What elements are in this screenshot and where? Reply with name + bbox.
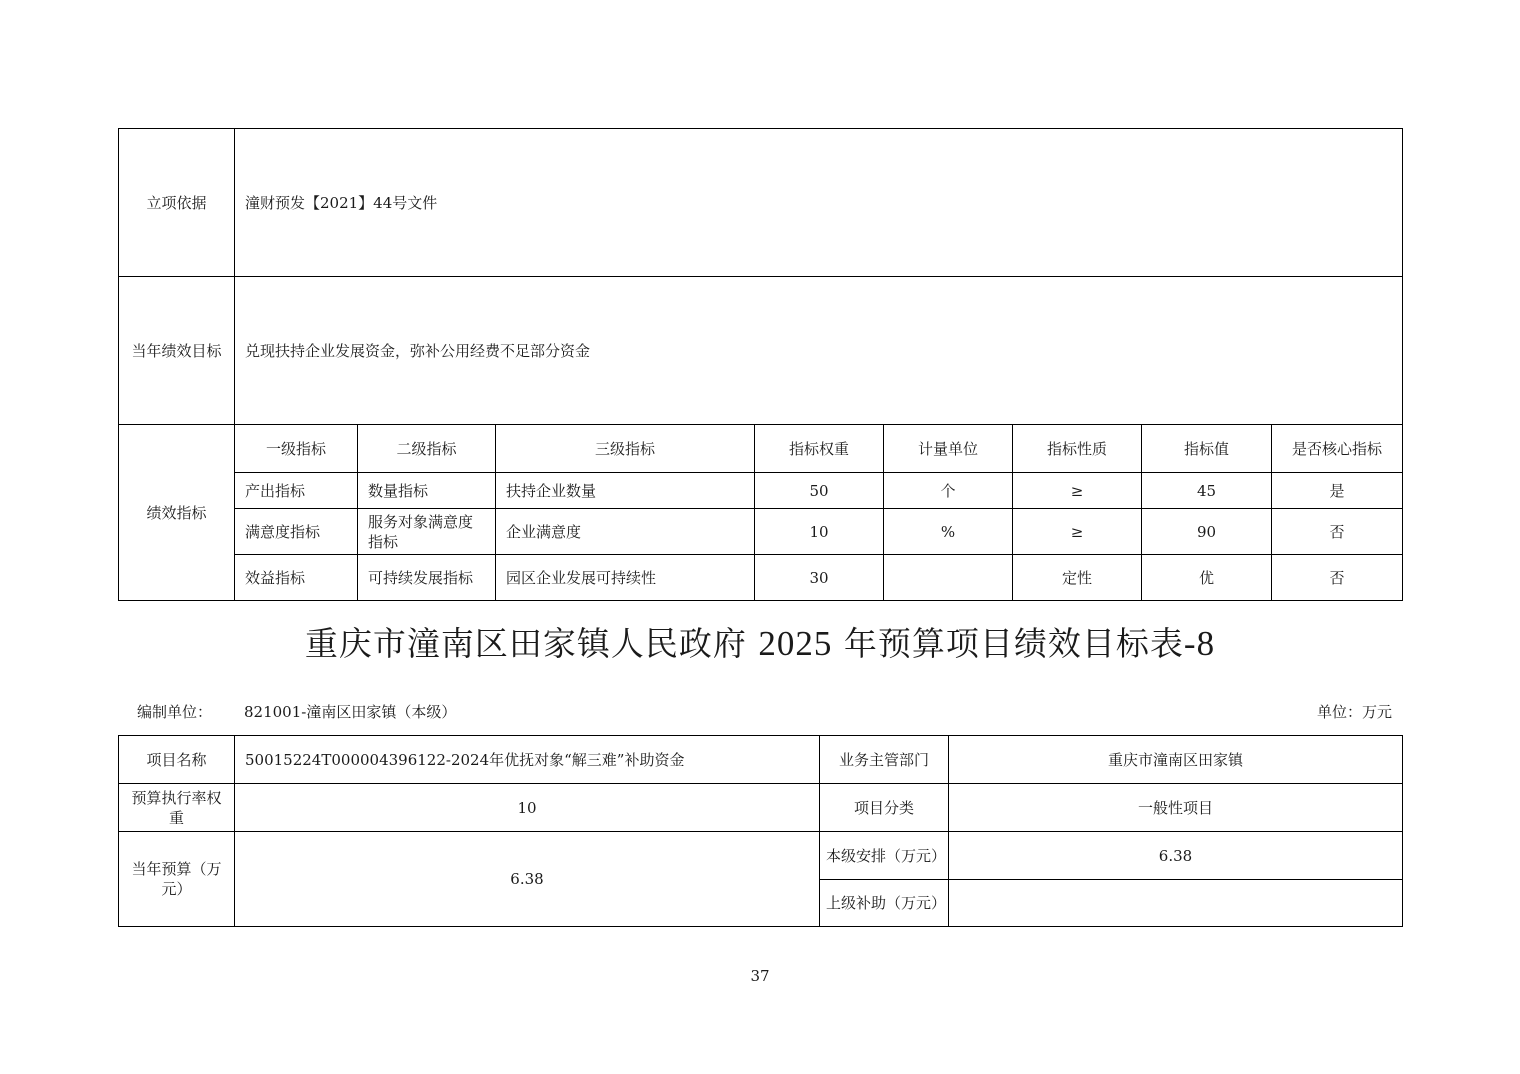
project-name-label: 项目名称: [119, 736, 235, 784]
table-cell: ≥: [1013, 473, 1142, 509]
table-cell: %: [884, 509, 1013, 555]
budget-label: 当年预算（万元）: [119, 832, 235, 927]
table-cell: 个: [884, 473, 1013, 509]
org-value: 821001-潼南区田家镇（本级）: [244, 703, 457, 721]
table-cell: [884, 555, 1013, 601]
table-cell: 否: [1272, 555, 1403, 601]
goal-label: 当年绩效目标: [119, 277, 235, 425]
table-cell: 产出指标: [235, 473, 358, 509]
title-prefix: 重庆市潼南区田家镇人民政府: [304, 624, 747, 663]
table-cell: 30: [755, 555, 884, 601]
table-cell: 90: [1142, 509, 1272, 555]
table-cell: 45: [1142, 473, 1272, 509]
header-cell: 指标权重: [755, 425, 884, 473]
table-cell: ≥: [1013, 509, 1142, 555]
category-value: 一般性项目: [949, 784, 1403, 832]
performance-indicator-table: [118, 128, 1403, 601]
title-suffix: -8: [1183, 624, 1216, 663]
table-cell: 可持续发展指标: [358, 555, 496, 601]
dept-label: 业务主管部门: [820, 736, 949, 784]
title-middle: 年预算项目绩效目标表: [843, 624, 1184, 663]
table-cell: 数量指标: [358, 473, 496, 509]
table-cell: 优: [1142, 555, 1272, 601]
basis-label: 立项依据: [119, 129, 235, 277]
superior-label: 上级补助（万元）: [820, 880, 949, 927]
local-value: 6.38: [949, 832, 1403, 880]
table-row: [119, 555, 1403, 601]
table-cell: 50: [755, 473, 884, 509]
unit-label: 单位：万元: [1316, 703, 1392, 721]
header-cell: 三级指标: [496, 425, 755, 473]
table-cell: 定性: [1013, 555, 1142, 601]
header-cell: 计量单位: [884, 425, 1013, 473]
project-info-table: [118, 735, 1403, 927]
project-name-value: 50015224T000004396122-2024年优抚对象“解三难”补助资金: [235, 736, 820, 784]
table-row: [119, 509, 1403, 555]
table-cell: 扶持企业数量: [496, 473, 755, 509]
table-cell: 效益指标: [235, 555, 358, 601]
page-number: 37: [750, 967, 770, 985]
indicator-header-row: [119, 425, 1403, 473]
header-cell: 一级指标: [235, 425, 358, 473]
dept-value: 重庆市潼南区田家镇: [949, 736, 1403, 784]
budget-value: 6.38: [235, 832, 820, 927]
basis-value: 潼财预发【2021】44号文件: [235, 129, 1403, 277]
table-cell: 服务对象满意度指标: [358, 509, 496, 555]
header-cell: 指标性质: [1013, 425, 1142, 473]
local-label: 本级安排（万元）: [820, 832, 949, 880]
org-label: 编制单位：: [137, 703, 213, 721]
goal-value: 兑现扶持企业发展资金，弥补公用经费不足部分资金: [235, 277, 1403, 425]
header-cell: 二级指标: [358, 425, 496, 473]
table-cell: 10: [755, 509, 884, 555]
table-cell: 满意度指标: [235, 509, 358, 555]
table-cell: 企业满意度: [496, 509, 755, 555]
superior-value: [949, 880, 1403, 927]
header-cell: 指标值: [1142, 425, 1272, 473]
title-year: 2025: [758, 624, 833, 663]
header-cell: 是否核心指标: [1272, 425, 1403, 473]
table-cell: 是: [1272, 473, 1403, 509]
table-cell: 否: [1272, 509, 1403, 555]
exec-weight-label: 预算执行率权重: [119, 784, 235, 832]
indicator-label: 绩效指标: [119, 425, 235, 601]
table-cell: 园区企业发展可持续性: [496, 555, 755, 601]
page-title: [0, 618, 1520, 670]
category-label: 项目分类: [820, 784, 949, 832]
exec-weight-value: 10: [235, 784, 820, 832]
table-row: [119, 473, 1403, 509]
